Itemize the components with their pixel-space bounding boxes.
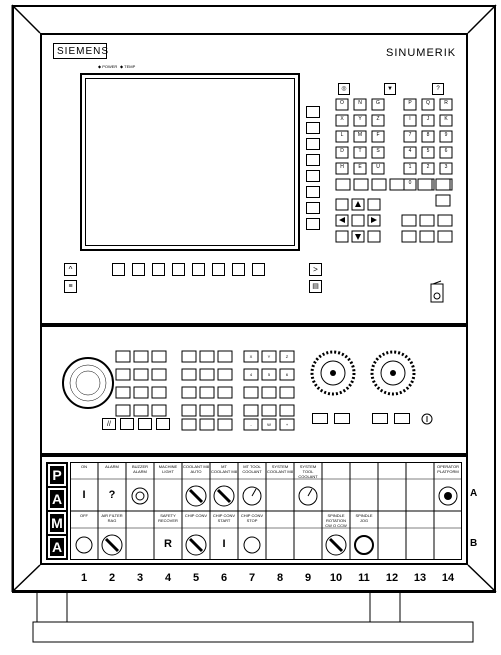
spindle-rotation-selector[interactable] xyxy=(324,533,348,557)
keypad-key[interactable]: E xyxy=(358,164,362,170)
keypad-key[interactable]: 8 xyxy=(426,132,430,138)
softkey-h6[interactable] xyxy=(212,263,225,276)
row-a-header: COOLANT M8 AUTO xyxy=(183,464,209,474)
column-number: 14 xyxy=(441,572,455,584)
axis-label-w: W xyxy=(267,422,271,427)
keypad-key[interactable]: T xyxy=(358,148,362,154)
keypad-key[interactable]: P xyxy=(408,100,412,106)
softkey-v5[interactable] xyxy=(306,170,320,182)
edit-keys-svg xyxy=(334,177,456,247)
cycle-key-3[interactable] xyxy=(156,418,170,430)
menu-key[interactable]: ≡ xyxy=(64,280,77,293)
keypad-key[interactable]: Y xyxy=(358,116,362,122)
logo-letter-a2: A xyxy=(48,536,66,558)
row-b-header: SAFETY RECOVER xyxy=(158,513,178,523)
axis-label-4: 4 xyxy=(249,372,253,377)
horizontal-softkeys xyxy=(112,263,282,277)
spindle-jog-button[interactable] xyxy=(352,533,376,557)
siemens-logo: SIEMENS xyxy=(53,43,107,59)
column-number: 9 xyxy=(304,572,312,584)
keypad-key[interactable]: H xyxy=(340,164,344,170)
softkey-h8[interactable] xyxy=(252,263,265,276)
axis-label-y: Y xyxy=(267,354,271,359)
chip-conv-stop-button[interactable] xyxy=(240,533,264,557)
axis-label-z: Z xyxy=(285,354,289,359)
mt-tool-coolant-dial[interactable] xyxy=(240,484,264,508)
cycle-key-1[interactable] xyxy=(120,418,134,430)
keypad-key[interactable]: 0 xyxy=(408,180,412,186)
key-switch-icon[interactable] xyxy=(426,278,448,308)
column-number: 11 xyxy=(358,572,370,584)
column-number: 5 xyxy=(192,572,200,584)
keypad-key[interactable]: D xyxy=(340,148,344,154)
vertical-softkeys xyxy=(306,106,322,256)
keypad-key[interactable]: M xyxy=(357,132,363,138)
keypad-key[interactable]: 9 xyxy=(444,132,448,138)
channel-key[interactable]: ▼ xyxy=(384,83,396,95)
keypad-key[interactable]: Z xyxy=(376,116,380,122)
axis-label-x: X xyxy=(249,354,253,359)
row-b-header: CHIP CONV xyxy=(184,513,208,518)
column-number: 8 xyxy=(276,572,284,584)
spindle-override-dial[interactable] xyxy=(370,350,416,396)
row-b-header: AIR FILTER RAG xyxy=(101,513,123,523)
row-label-a: A xyxy=(470,488,478,499)
blank-keys xyxy=(180,347,236,431)
softkey-h5[interactable] xyxy=(192,263,205,276)
row-a-header: MT COOLANT M8 xyxy=(211,464,237,474)
column-number: 13 xyxy=(413,572,427,584)
logo-letter-m: M xyxy=(48,512,66,534)
edit-keys xyxy=(334,177,456,247)
operator-grid-lines xyxy=(70,462,462,560)
axis-label-6: 6 xyxy=(285,372,289,377)
column-number: 3 xyxy=(136,572,144,584)
row-a-header: MACHINE LIGHT xyxy=(158,464,178,474)
logo-letter-p: P xyxy=(48,464,66,486)
coolant-selector[interactable] xyxy=(184,484,208,508)
system-tool-coolant-dial[interactable] xyxy=(296,484,320,508)
row-a-header: SYSTEM COOLANT M8 xyxy=(267,464,293,474)
row-a-symbol: I xyxy=(82,489,86,501)
column-number: 7 xyxy=(248,572,256,584)
column-number: 4 xyxy=(164,572,172,584)
sinumerik-label: SINUMERIK xyxy=(386,47,457,59)
softkey-v6[interactable] xyxy=(306,186,320,198)
row-a-symbol: ? xyxy=(108,489,116,501)
column-number: 2 xyxy=(108,572,116,584)
display-screen xyxy=(85,78,295,246)
recall-key[interactable]: ^ xyxy=(64,263,77,276)
row-a-header: ON xyxy=(81,464,87,469)
axis-keys xyxy=(242,347,298,431)
next-key[interactable]: > xyxy=(309,263,322,276)
row-b-header: CHIP CONV STOP xyxy=(240,513,264,523)
extend-key[interactable]: ▤ xyxy=(309,280,322,293)
feed-override-dial[interactable] xyxy=(310,350,356,396)
axis-label-5: 5 xyxy=(267,372,271,377)
off-button[interactable] xyxy=(72,533,96,557)
help-key[interactable]: ? xyxy=(432,83,444,95)
column-number: 1 xyxy=(80,572,88,584)
keypad-key[interactable]: K xyxy=(444,116,448,122)
mt-coolant-selector[interactable] xyxy=(212,484,236,508)
axis-label-minus: - xyxy=(250,422,252,427)
softkey-h4[interactable] xyxy=(172,263,185,276)
keypad-key[interactable]: S xyxy=(376,148,380,154)
row-b-header: SPINDLE JOG xyxy=(355,513,373,523)
column-number: 6 xyxy=(220,572,228,584)
softkey-v2[interactable] xyxy=(306,122,320,134)
emergency-stop-handwheel[interactable] xyxy=(60,355,116,411)
softkey-v4[interactable] xyxy=(306,154,320,166)
spindle-start-key[interactable] xyxy=(394,413,410,424)
row-a-header: MT TOOL COOLANT xyxy=(242,464,262,474)
keypad-key[interactable]: L xyxy=(340,132,344,138)
softkey-h1[interactable] xyxy=(112,263,125,276)
temp-indicator: ◆ TEMP xyxy=(120,64,136,69)
row-b-symbol: I xyxy=(222,538,226,550)
keypad-key[interactable]: 4 xyxy=(408,148,412,154)
column-number: 12 xyxy=(385,572,399,584)
keypad-key[interactable]: R xyxy=(444,100,448,106)
keypad-key[interactable]: I xyxy=(409,116,411,122)
keypad-key[interactable]: 2 xyxy=(426,164,430,170)
axis-label-plus: + xyxy=(285,422,289,427)
keypad-key[interactable]: F xyxy=(376,132,380,138)
buzzer-button[interactable] xyxy=(128,484,152,508)
softkey-v8[interactable] xyxy=(306,218,320,230)
softkey-v3[interactable] xyxy=(306,138,320,150)
power-indicator: ◆ POWER xyxy=(98,64,118,69)
row-b-header: OFF xyxy=(80,513,88,518)
keypad-key[interactable]: 7 xyxy=(408,132,412,138)
info-icon xyxy=(421,413,433,425)
alarm-cancel-key[interactable]: ◎ xyxy=(338,83,350,95)
softkey-v7[interactable] xyxy=(306,202,320,214)
feed-stop-key[interactable] xyxy=(312,413,328,424)
softkey-h2[interactable] xyxy=(132,263,145,276)
reset-key[interactable]: // xyxy=(102,418,116,430)
keypad-key[interactable]: X xyxy=(340,116,344,122)
softkey-h3[interactable] xyxy=(152,263,165,276)
cycle-key-2[interactable] xyxy=(138,418,152,430)
keypad-key[interactable]: 1 xyxy=(408,164,412,170)
row-a-header: ALARM xyxy=(105,464,119,469)
keypad-key[interactable]: U xyxy=(376,164,380,170)
keypad-key[interactable]: O xyxy=(340,100,344,106)
keypad-key[interactable]: N xyxy=(358,100,362,106)
feed-start-key[interactable] xyxy=(334,413,350,424)
row-a-header: OPERATOR PLATFORM xyxy=(436,464,460,474)
operator-platform-button[interactable] xyxy=(436,484,460,508)
softkey-v1[interactable] xyxy=(306,106,320,118)
row-a-header: SYSTEM TOOL COOLANT xyxy=(298,464,318,479)
keypad-key[interactable]: 3 xyxy=(444,164,448,170)
row-b-header: CHIP CONV START xyxy=(212,513,236,523)
keypad-key[interactable]: G xyxy=(376,100,380,106)
keypad-key[interactable]: J xyxy=(426,116,430,122)
row-a-header: BUZZER ALARM xyxy=(132,464,148,474)
air-filter-selector[interactable] xyxy=(100,533,124,557)
keypad-key[interactable]: 6 xyxy=(444,148,448,154)
keypad-key[interactable]: 5 xyxy=(426,148,430,154)
softkey-h7[interactable] xyxy=(232,263,245,276)
row-label-b: B xyxy=(470,538,478,549)
keypad-key[interactable]: Q xyxy=(426,100,430,106)
column-number: 10 xyxy=(329,572,343,584)
row-b-header: SPINDLE ROTATION CW O CCW xyxy=(325,513,347,528)
chip-conv-selector[interactable] xyxy=(184,533,208,557)
pama-logo xyxy=(46,462,68,560)
operator-grid xyxy=(70,462,462,560)
spindle-stop-key[interactable] xyxy=(372,413,388,424)
row-b-symbol: R xyxy=(164,538,172,550)
logo-letter-a1: A xyxy=(48,488,66,510)
